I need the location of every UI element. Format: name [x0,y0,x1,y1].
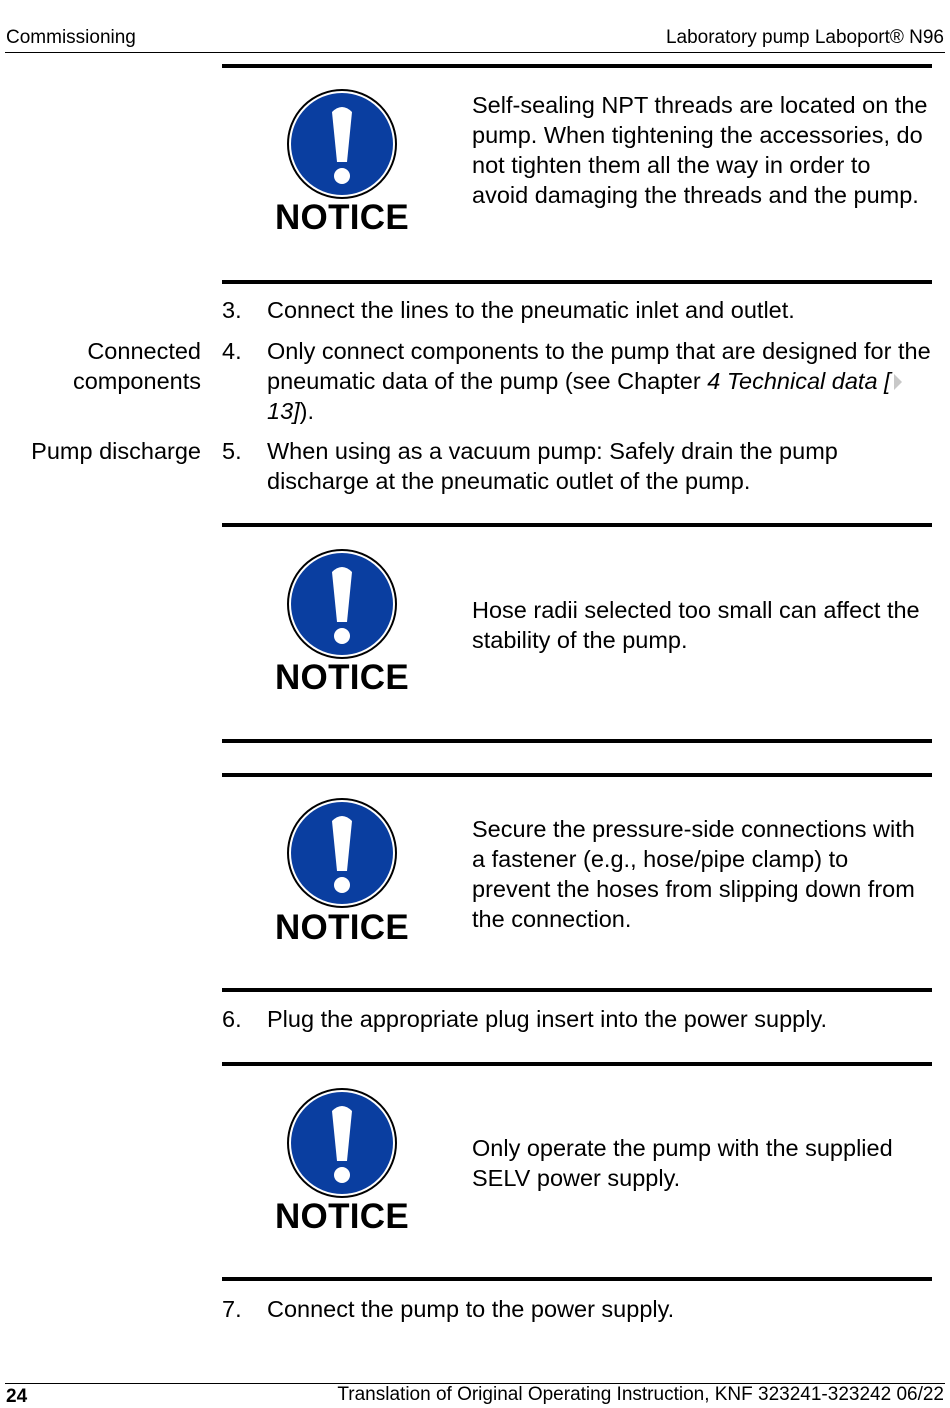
step-text: Connect the lines to the pneumatic inlet and outlet. [267,297,795,323]
step-4 [222,336,934,426]
step-6 [222,1004,934,1034]
notice-1-top-rule [222,64,932,68]
header-divider [5,52,945,53]
page-arrow-icon [894,374,902,390]
step-text-before: Only connect components to the pump that are designed for the pneumatic data of the pump (see Chapter [267,338,931,394]
step-number: 7. [222,1296,242,1322]
step-text [267,336,934,426]
notice-3-bottom-rule [222,988,932,992]
step-7 [222,1294,934,1324]
notice-label: NOTICE [274,908,410,947]
exclamation-circle-icon [286,797,398,909]
step-text: When using as a vacuum pump: Safely drain the pump discharge at the pneumatic outlet of the pump. [267,438,838,494]
notice-2-bottom-rule [222,739,932,743]
exclamation-circle-icon [286,88,398,200]
notice-text: Self-sealing NPT threads are located on the pump. When tightening the accessories, do not tighten them all the way in order to avoid damaging the threads and the pump. [472,92,928,208]
margin-label-pump-discharge: Pump discharge [31,438,201,464]
notice-label: NOTICE [274,198,410,237]
header-section-title: Commissioning [6,27,136,48]
notice-3-top-rule [222,773,932,777]
step-text: Connect the pump to the power supply. [267,1296,675,1322]
step-number: 4. [222,338,242,364]
header-product-title: Laboratory pump Laboport® N96 [665,27,944,48]
step-number: 3. [222,297,242,323]
chapter-reference-page: 13] [267,398,300,424]
notice-label: NOTICE [274,1197,410,1236]
footer-document-id: Translation of Original Operating Instruction, KNF 323241-323242 06/22 [337,1384,944,1405]
notice-text: Hose radii selected too small can affect the stability of the pump. [472,597,920,653]
notice-label: NOTICE [274,658,410,697]
notice-2-top-rule [222,523,932,527]
step-3 [222,295,934,325]
notice-4-bottom-rule [222,1277,932,1281]
step-5 [222,436,934,496]
margin-label-connected-components: Connected components [72,338,201,394]
step-number: 5. [222,438,242,464]
step-text-after: ). [299,398,315,424]
exclamation-circle-icon [286,548,398,660]
notice-text: Secure the pressure-side connections with a fastener (e.g., hose/pipe clamp) to prevent the hoses from slipping down from the connection. [472,816,915,932]
step-number: 6. [222,1006,242,1032]
chapter-reference-title: 4 Technical data [ [707,368,891,394]
notice-1-bottom-rule [222,280,932,284]
page-number: 24 [6,1386,28,1407]
notice-text: Only operate the pump with the supplied SELV power supply. [472,1135,893,1191]
exclamation-circle-icon [286,1087,398,1199]
notice-4-top-rule [222,1062,932,1066]
step-text: Plug the appropriate plug insert into the power supply. [267,1006,827,1032]
